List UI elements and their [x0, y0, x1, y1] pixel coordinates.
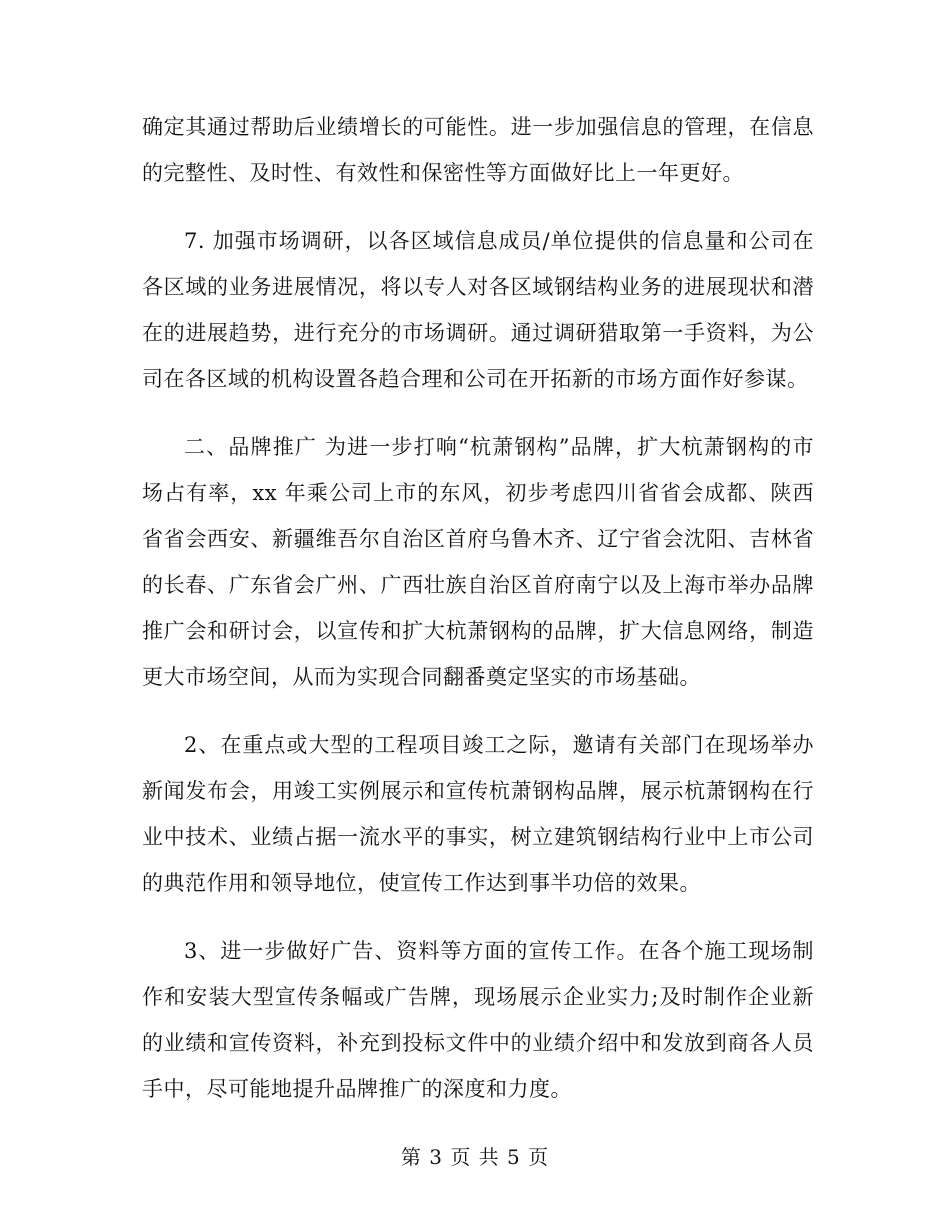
paragraph-continuation: 确定其通过帮助后业绩增长的可能性。进一步加强信息的管理，在信息的完整性、及时性、有效性和保密性等方面做好比上一年更好。 [142, 115, 814, 185]
paragraph-press-conference: 2、在重点或大型的工程项目竣工之际，邀请有关部门在现场举办新闻发布会，用竣工实例展示和宣传杭萧钢构品牌，展示杭萧钢构在行业中技术、业绩占据一流水平的事实，树立建筑钢结构行业中上市公司的典范作用和领导地位，使宣传工作达到事半功倍的效果。 [142, 733, 814, 895]
document-body [142, 104, 814, 1112]
page-number-footer: 第 3 页 共 5 页 [400, 1145, 550, 1169]
paragraph-advertising: 3、进一步做好广告、资料等方面的宣传工作。在各个施工现场制作和安装大型宣传条幅或广告牌，现场展示企业实力;及时制作企业新的业绩和宣传资料，补充到投标文件中的业绩介绍中和发放到商各人员手中，尽可能地提升品牌推广的深度和力度。 [142, 939, 814, 1101]
paragraph-market-research: 7. 加强市场调研，以各区域信息成员/单位提供的信息量和公司在各区域的业务进展情况，将以专人对各区域钢结构业务的进展现状和潜在的进展趋势，进行充分的市场调研。通过调研猎取第一手资料，为公司在各区域的机构设置各趋合理和公司在开拓新的市场方面作好参谋。 [142, 229, 814, 391]
paragraph-brand-promotion: 二、品牌推广 为进一步打响“杭萧钢构”品牌，扩大杭萧钢构的市场占有率，xx 年乘公司上市的东风，初步考虑四川省省会成都、陕西省省会西安、新疆维吾尔自治区首府乌鲁木齐、辽宁省会沈阳、吉林省的长春、广东省会广州、广西壮族自治区首府南宁以及上海市举办品牌推广会和研讨会，以宣传和扩大杭萧钢构的品牌，扩大信息网络，制造更大市场空间，从而为实现合同翻番奠定坚实的市场基础。 [142, 435, 814, 689]
